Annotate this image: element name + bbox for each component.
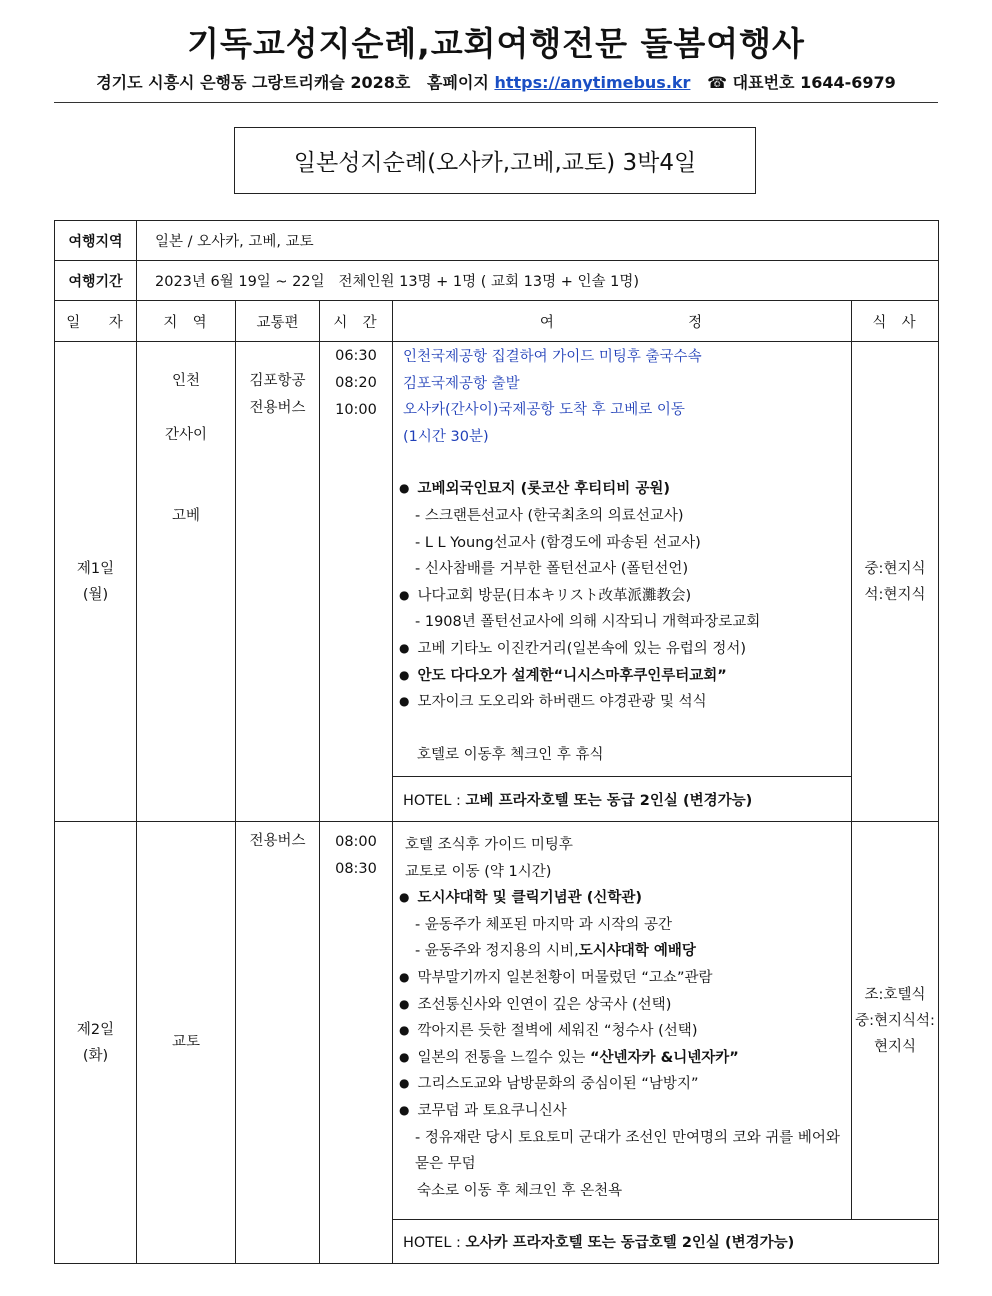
column-header-row xyxy=(55,301,939,342)
period-value: 2023년 6월 19일 ~ 22일 전체인원 13명 + 1명 ( 교회 13명 + 인솔 1명) xyxy=(137,261,939,301)
day1-weekday: (월) xyxy=(82,586,109,603)
day2-place xyxy=(137,822,236,1264)
day1-transport-2: 전용버스 xyxy=(249,400,306,416)
header-divider xyxy=(54,102,938,103)
day1-intro-2: 김포국제공항 출발 xyxy=(403,375,520,392)
day2-item-2: ● 막부말기까지 일본천황이 머물렀던 “고쇼”관람 xyxy=(399,965,851,992)
day2-cell xyxy=(55,822,137,1264)
homepage-link[interactable]: https://anytimebus.kr xyxy=(494,73,691,92)
day2-label: 제2일 xyxy=(76,1021,115,1038)
day1-schedule xyxy=(393,342,852,777)
homepage-label: 홈페이지 xyxy=(427,73,489,92)
day1-item-1: ● 고베외국인묘지 (롯코산 후티티비 공원) xyxy=(399,476,851,503)
day2-item-7: ● 코무덤 과 토요쿠니신사 xyxy=(399,1098,851,1125)
day2-sub-1: - 윤동주가 체포된 마지막 과 시작의 공간 xyxy=(415,916,672,933)
day2-end: 숙소로 이동 후 체크인 후 온천욕 xyxy=(417,1182,623,1199)
day2-item-4: ● 깍아지른 듯한 절벽에 세워진 “청수사 (선택) xyxy=(399,1018,851,1045)
day2-item-5: ● 일본의 전통을 느낄수 있는 “산넨자카 &니넨자카” xyxy=(399,1045,851,1072)
day2-transport xyxy=(236,822,320,1264)
day1-place-2: 간사이 xyxy=(164,427,208,443)
day1-sub-4: - 1908년 폴턴선교사에 의해 시작되니 개혁파장로교회 xyxy=(415,614,761,631)
day2-meal-2: 중:현지식석: xyxy=(855,1012,935,1029)
region-row xyxy=(55,221,939,261)
day1-item-3: ● 고베 기타노 이진칸거리(일본속에 있는 유럽의 정서) xyxy=(399,636,851,663)
day2-row xyxy=(55,822,939,1220)
col-place: 지 역 xyxy=(137,301,236,342)
day2-item-5-bold: “산넨자카 &니넨자카” xyxy=(590,1049,739,1066)
day2-hotel xyxy=(393,1220,939,1264)
day1-meal-2: 석:현지식 xyxy=(864,586,926,603)
day1-intro-1: 인천국제공항 집결하여 가이드 미팅후 출국수속 xyxy=(403,349,702,365)
col-day: 일 자 xyxy=(55,301,137,342)
day1-intro-3: 오사카(간사이)국제공항 도착 후 고베로 이동 xyxy=(403,402,685,419)
day1-time-3: 10:00 xyxy=(335,402,377,418)
day2-intro-2: 교토로 이동 (약 1시간) xyxy=(405,863,552,880)
day1-meals xyxy=(852,342,939,822)
day1-item-4: ● 안도 다다오가 설계한“니시스마후쿠인루터교회” xyxy=(399,663,851,690)
day2-meal-1: 조:호텔식 xyxy=(864,986,926,1003)
day2-sub-2: - 윤동주와 정지용의 시비,도시샤대학 예배당 xyxy=(415,943,696,960)
day2-item-6: ● 그리스도교와 남방문화의 중심이된 “남방지” xyxy=(399,1071,851,1098)
col-transport: 교통편 xyxy=(236,301,320,342)
region-value: 일본 / 오사카, 고베, 교토 xyxy=(137,221,939,261)
day1-place-1: 인천 xyxy=(171,373,200,389)
day2-sub-3: - 정유재란 당시 토요토미 군대가 조선인 만여명의 코와 귀를 베어와 묻은 무덤 xyxy=(415,1129,840,1173)
day1-hotel-label: HOTEL : xyxy=(403,792,461,809)
region-label: 여행지역 xyxy=(55,221,137,261)
day2-sub-2-bold: 도시샤대학 예배당 xyxy=(578,943,696,960)
day2-meal-3: 현지식 xyxy=(874,1038,917,1055)
day2-hotel-label: HOTEL : xyxy=(403,1235,461,1251)
day1-sub-1: - 스크랜튼선교사 (한국최초의 의료선교사) xyxy=(415,507,684,524)
day1-time-2: 08:20 xyxy=(335,375,377,391)
day2-time-1: 08:00 xyxy=(335,834,377,850)
day1-time-1: 06:30 xyxy=(335,348,377,364)
day2-hotel-value: 오사카 프라자호텔 또는 동급호텔 2인실 (변경가능) xyxy=(465,1235,795,1251)
phone-number: 대표번호 1644-6979 xyxy=(732,73,896,92)
day1-place-3: 고베 xyxy=(171,508,200,524)
day1-sub-3: - 신사참배를 거부한 폴턴선교사 (폴턴선언) xyxy=(415,561,689,578)
day1-end: 호텔로 이동후 첵크인 후 휴식 xyxy=(417,746,604,763)
day2-time-2: 08:30 xyxy=(335,861,377,877)
day2-schedule xyxy=(393,822,852,1220)
period-label: 여행기간 xyxy=(55,261,137,301)
day2-transport-1: 전용버스 xyxy=(249,833,306,849)
day1-intro-4: (1시간 30분) xyxy=(403,428,489,445)
day1-label: 제1일 xyxy=(76,560,115,577)
company-contact-line xyxy=(0,70,992,93)
day2-place-1: 교토 xyxy=(171,1034,200,1050)
day1-hotel xyxy=(393,777,852,822)
address: 경기도 시흥시 은행동 그랑트리캐슬 2028호 xyxy=(96,73,411,92)
day2-meals xyxy=(852,822,939,1220)
day1-hotel-value: 고베 프라자호텔 또는 동급 2인실 (변경가능) xyxy=(465,792,753,809)
day1-transport-1: 김포항공 xyxy=(249,373,306,389)
day1-times xyxy=(320,342,393,822)
phone-icon: ☎ xyxy=(707,73,728,92)
day1-cell xyxy=(55,342,137,822)
day2-intro-1: 호텔 조식후 가이드 미팅후 xyxy=(405,837,573,853)
day1-row xyxy=(55,342,939,777)
itinerary-table xyxy=(54,220,939,1264)
col-time: 시 간 xyxy=(320,301,393,342)
day1-item-2: ● 나다교회 방문(日本キリスト改革派灘教会) xyxy=(399,583,851,610)
day1-places xyxy=(137,342,236,822)
day2-item-3: ● 조선통신사와 인연이 깊은 상국사 (선택) xyxy=(399,992,851,1019)
day2-weekday: (화) xyxy=(82,1047,109,1064)
day1-meal-1: 중:현지식 xyxy=(864,560,926,577)
day2-times xyxy=(320,822,393,1264)
day1-item-5: ● 모자이크 도오리와 하버랜드 야경관광 및 석식 xyxy=(399,689,851,716)
day1-sub-2: - L L Young선교사 (함경도에 파송된 선교사) xyxy=(415,534,701,551)
col-meal: 식 사 xyxy=(852,301,939,342)
tour-title: 일본성지순례(오사카,고베,교토) 3박4일 xyxy=(293,150,697,176)
col-schedule: 여 정 xyxy=(393,301,852,342)
company-title: 기독교성지순례,교회여행전문 돌봄여행사 xyxy=(187,24,805,63)
day2-item-1: ● 도시샤대학 및 클릭기념관 (신학관) xyxy=(399,885,851,912)
tour-title-box xyxy=(234,127,756,194)
day1-transport xyxy=(236,342,320,822)
period-row xyxy=(55,261,939,301)
